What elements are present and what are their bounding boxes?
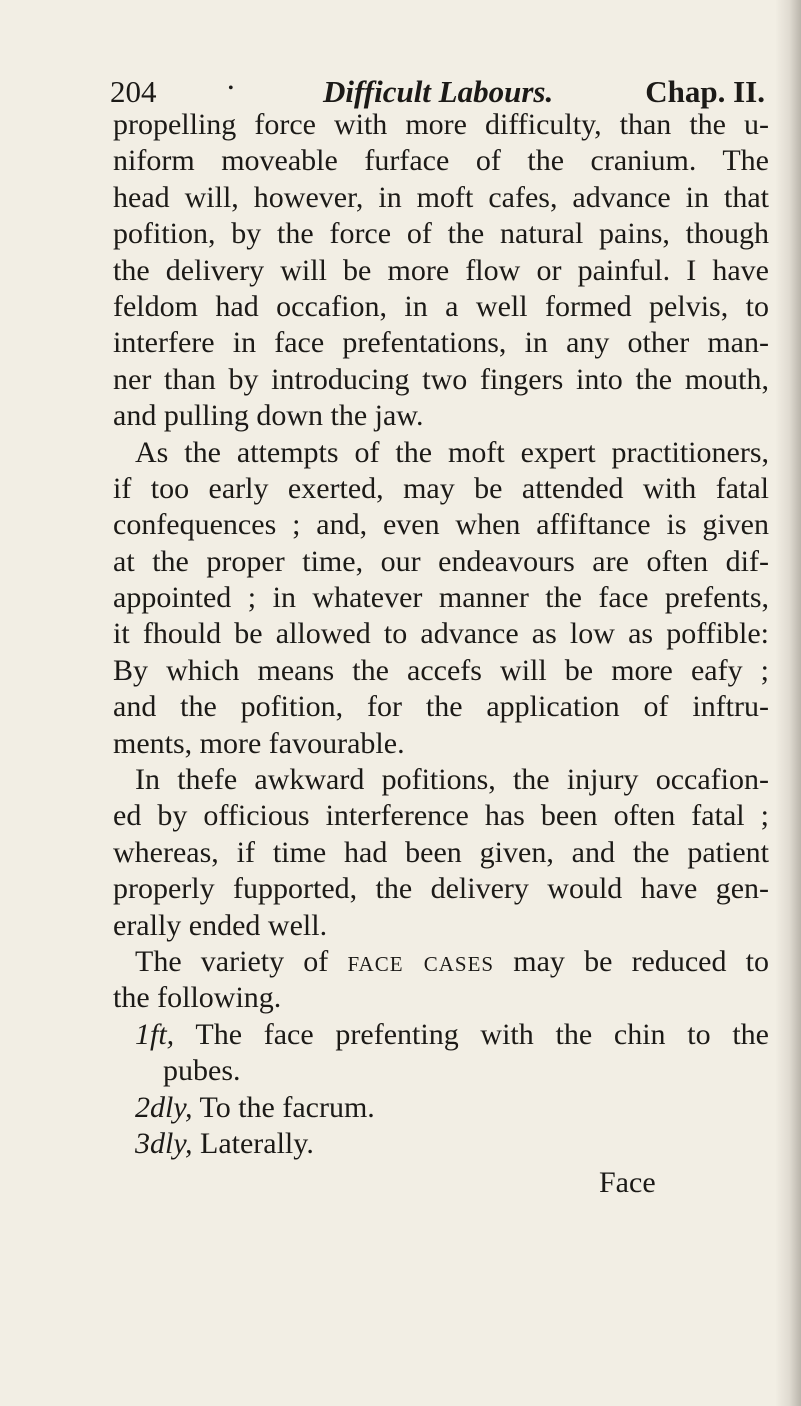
list-item [113,1126,769,1162]
list-text: To the facrum. [192,1090,375,1124]
text-line: if too early exerted, may be attended with fatal [113,471,769,505]
text-line: at the proper time, our endeavours are often dif- [113,544,769,578]
text-line: appointed ; in whatever manner the face prefents, [113,581,769,615]
list-item-continuation: pubes. [163,1054,241,1088]
text-line: In thefe awkward pofitions, the injury occafion- [135,763,769,797]
text-line: interfere in face prefentations, in any other man- [113,326,769,360]
text-line: erally ended well. [113,908,328,942]
text-line: properly fupported, the delivery would have gen- [113,872,769,906]
text-line: pofition, by the force of the natural pains, though [113,217,769,251]
text-line: the following. [113,981,282,1015]
text-line: it fhould be allowed to advance as low as poffible: [113,617,769,651]
text-line: feldom had occafion, in a well formed pelvis, to [113,289,769,323]
text-line [113,944,769,980]
page-edge-shadow [775,0,801,1406]
list-ordinal: 3dly, [135,1126,193,1160]
list-text: The face prefenting with the chin to the [174,1017,769,1051]
text-line: head will, however, in moft cafes, advance in that [113,180,769,214]
list-ordinal: 2dly, [135,1090,193,1124]
chapter-label: Chap. II. [645,74,765,109]
text-line: By which means the accefs will be more eafy ; [113,653,769,687]
list-item [113,1090,769,1126]
text-line: and the pofition, for the application of inftru- [113,690,769,724]
page-number: 204 [110,74,157,109]
text-line: niform moveable furface of the cranium. The [113,144,769,178]
list-item [113,1017,769,1053]
variety-before: The variety of [135,944,348,978]
variety-after: may be reduced to [494,944,770,978]
text-line: ner than by introducing two fingers into the mouth, [113,362,769,396]
body-text [113,107,769,1162]
text-line: and pulling down the jaw. [113,399,424,433]
list-ordinal: 1ft, [135,1017,175,1051]
text-line: confequences ; and, even when affiftance is given [113,508,769,542]
text-line: ed by officious interference has been often fatal ; [113,799,769,833]
list-text: Laterally. [192,1126,314,1160]
text-line: As the attempts of the moft expert practitioners, [135,435,769,469]
catchword: Face [599,1166,656,1199]
text-line: ments, more favourable. [113,726,405,760]
text-line: whereas, if time had been given, and the patient [113,835,769,869]
face-cases-small-caps: face cases [347,944,495,978]
text-line: propelling force with more difficulty, than the u- [113,108,769,141]
text-line: the delivery will be more flow or painful. I have [113,253,769,287]
running-title: Difficult Labours. [323,74,554,109]
header-dot: • [228,80,234,97]
